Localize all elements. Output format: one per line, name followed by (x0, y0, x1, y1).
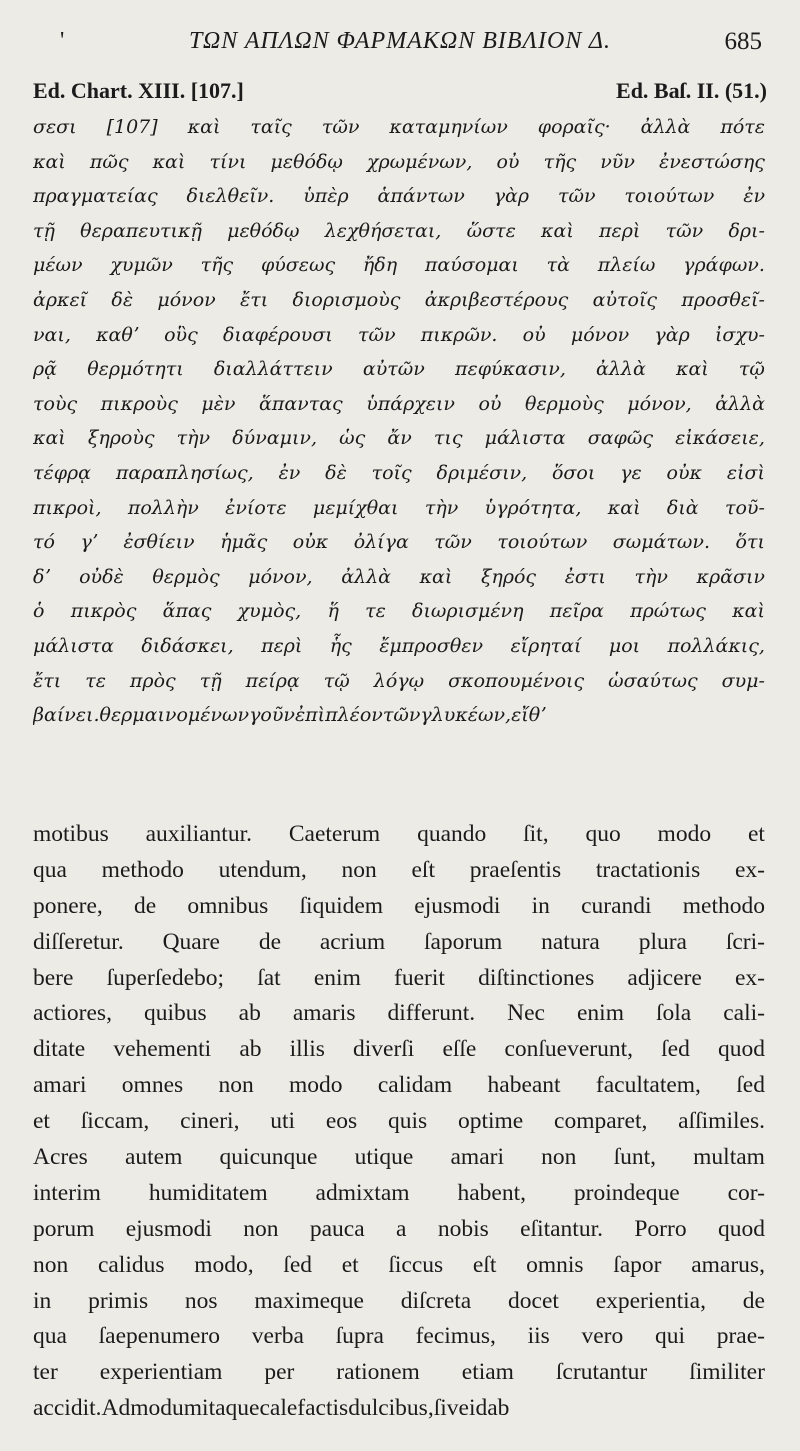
greek-text-line: σεσι [107] καὶ ταῖς τῶν καταμηνίων φοραῖς· ἀλλὰ πότε (33, 116, 765, 138)
greek-text-line: καὶ πῶς καὶ τίνι μεθόδῳ χρωμένων, οὐ τῆς νῦν ἐνεστώσης (33, 150, 765, 173)
greek-text-line: ρᾷ θερμότητι διαλλάττειν αὐτῶν πεφύκασιν, ἀλλὰ καὶ τῷ (33, 358, 765, 381)
latin-text-line: accidit. Admodum itaque calefactis dulcibus, ſive id ab (33, 1395, 510, 1422)
latin-text-line: in primis nos maximeque diſcreta docet experientia, de (33, 1287, 765, 1314)
greek-text-block (33, 110, 765, 733)
greek-text-line: τέφρᾳ παραπλησίως, ἐν δὲ τοῖς δριμέσιν, ὅσοι γε οὐκ εἰσὶ (33, 461, 765, 484)
latin-text-line: actiores, quibus ab amaris differunt. Nec enim ſola cali- (33, 1000, 765, 1027)
greek-text-line: πικροὶ, πολλὴν ἐνίοτε μεμίχθαι τὴν ὑγρότητα, καὶ διὰ τοῦ- (33, 496, 765, 519)
latin-text-line: qua ſaepenumero verba ſupra fecimus, iis vero qui prae- (33, 1323, 765, 1350)
latin-text-line: interim humiditatem admixtam habent, proindeque cor- (33, 1179, 765, 1206)
edition-chartier: Ed. Chart. XIII. [107.] (33, 78, 244, 103)
greek-text-line: ἀρκεῖ δὲ μόνον ἔτι διορισμοὺς ἀκριβεστέρους αὐτοῖς προσθεῖ- (33, 288, 765, 311)
latin-text-line: ter experientiam per rationem etiam ſcrutantur ſimiliter (33, 1359, 765, 1386)
running-head (30, 28, 770, 62)
greek-text-line: καὶ ξηροὺς τὴν δύναμιν, ὡς ἄν τις μάλιστα σαφῶς εἰκάσειε, (33, 427, 765, 450)
latin-text-line: porum ejusmodi non pauca a nobis eſitantur. Porro quod (33, 1215, 765, 1242)
greek-text-line: τῇ θεραπευτικῇ μεθόδῳ λεχθήσεται, ὥστε καὶ περὶ τῶν δρι- (33, 219, 765, 242)
latin-text-line: motibus auxiliantur. Caeterum quando ſit, quo modo et (33, 821, 765, 847)
greek-text-line: πραγματείας διελθεῖν. ὑπὲρ ἁπάντων γὰρ τῶν τοιούτων ἐν (33, 185, 765, 208)
greek-text-line: δʼ οὐδὲ θερμὸς μόνον, ἀλλὰ καὶ ξηρός ἐστι τὴν κρᾶσιν (33, 565, 765, 588)
greek-text-line: ναι, καθʼ οὓς διαφέρουσι τῶν πικρῶν. οὐ μόνον γὰρ ἰσχυ- (33, 323, 765, 346)
latin-text-line: qua methodo utendum, non eſt praeſentis tractationis ex- (33, 856, 765, 883)
latin-text-line: bere ſuperſedebo; ſat enim fuerit diſtinctiones adjicere ex- (33, 964, 765, 991)
greek-text-line: τό γʼ ἐσθίειν ἡμᾶς οὐκ ὀλίγα τῶν τοιούτων σωμάτων. ὅτι (33, 531, 765, 554)
latin-text-line: ponere, de omnibus ſiquidem ejusmodi in curandi methodo (33, 892, 765, 919)
latin-text-line: amari omnes non modo calidam habeant facultatem, ſed (33, 1072, 765, 1099)
greek-text-line: τοὺς πικροὺς μὲν ἅπαντας ὑπάρχειν οὐ θερμοὺς μόνον, ἀλλὰ (33, 392, 765, 415)
margin-mark: ' (60, 28, 65, 54)
latin-text-line: non calidus modo, ſed et ſiccus eſt omnis ſapor amarus, (33, 1251, 765, 1278)
greek-text-line: ἔτι τε πρὸς τῇ πείρᾳ τῷ λόγῳ σκοπουμένοις ὡσαύτως συμ- (33, 669, 765, 692)
running-title: ΤΩΝ ΑΠΛΩΝ ΦΑΡΜΑΚΩΝ ΒΙΒΛΙΟΝ Δ. (188, 28, 612, 54)
latin-text-line: et ſiccam, cineri, uti eos quis optime comparet, aſſimiles. (33, 1108, 765, 1135)
greek-text-line: ὁ πικρὸς ἅπας χυμὸς, ἥ τε διωρισμένη πεῖρα πρώτως καὶ (33, 600, 765, 623)
greek-text-line: μέων χυμῶν τῆς φύσεως ἤδη παύσομαι τὰ πλείω γράφων. (33, 254, 765, 277)
greek-text-line: βαίνει. θερμαινομένων γοῦν ἐπὶ πλέον τῶν γλυκέων, εἴθʼ (33, 704, 547, 727)
greek-text-line: μάλιστα διδάσκει, περὶ ἧς ἔμπροσθεν εἴρηταί μοι πολλάκις, (33, 634, 765, 657)
latin-text-line: diſſeretur. Quare de acrium ſaporum natura plura ſcri- (33, 928, 765, 955)
latin-text-block (33, 817, 765, 1427)
edition-basel: Ed. Baſ. II. (51.) (616, 78, 767, 103)
latin-text-line: Acres autem quicunque utique amari non ſunt, multam (33, 1144, 765, 1171)
edition-references (33, 78, 767, 106)
latin-text-line: ditate vehementi ab illis diverſi eſſe conſueverunt, ſed quod (33, 1036, 765, 1063)
page-number: 685 (724, 28, 762, 55)
